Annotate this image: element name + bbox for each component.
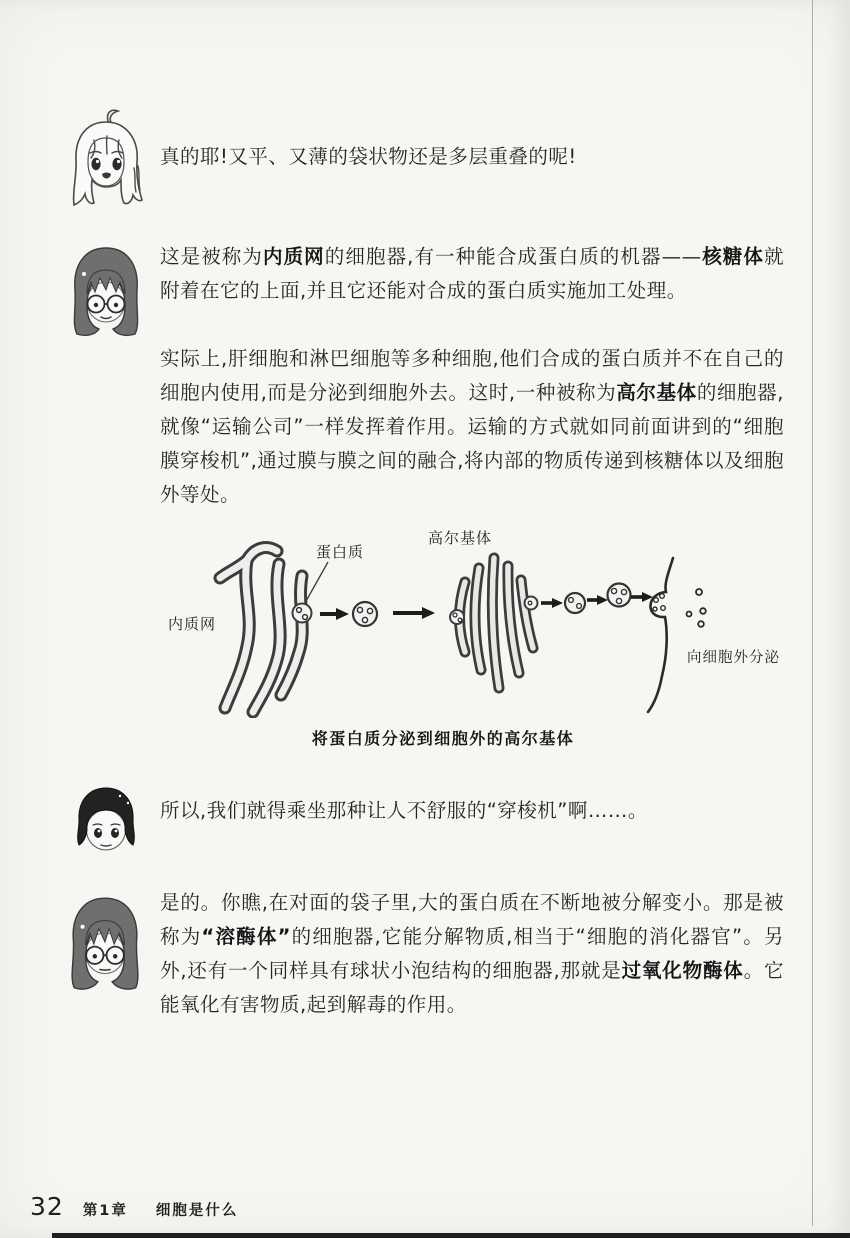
term-peroxisome: 过氧化物酶体: [621, 959, 744, 982]
narration-paragraph: [160, 342, 784, 512]
chapter-label: 第1章: [82, 1203, 128, 1219]
term-endoplasmic-reticulum: 内质网: [262, 245, 325, 268]
dialogue-1-text: [160, 140, 784, 174]
woman-glasses-avatar-icon-2: [58, 888, 152, 1000]
girl-avatar-icon: [60, 106, 152, 218]
dialogue-3-line: 所以,我们就得乘坐那种让人不舒服的“穿梭机”啊……。: [160, 799, 648, 822]
page-number: 32: [30, 1192, 64, 1221]
er-label: 内质网: [168, 615, 217, 633]
secretion-label: 向细胞外分泌: [687, 650, 780, 666]
book-chapter-title: 细胞是什么: [155, 1203, 239, 1219]
dialogue-3-text: [160, 794, 790, 828]
scan-bottom-bar: [52, 1233, 850, 1238]
diagram-drawing: [150, 518, 822, 718]
protein-label: 蛋白质: [316, 543, 365, 561]
dialogue-1-line: 真的耶!又平、又薄的袋状物还是多层重叠的呢!: [160, 145, 577, 168]
dialogue-2-seg1: 这是被称为: [160, 245, 263, 268]
dialogue-2-seg2: 的细胞器,有一种能合成蛋白质的机器——: [324, 245, 702, 268]
woman-glasses-avatar-icon: [60, 238, 152, 342]
diagram-caption: 将蛋白质分泌到细胞外的高尔基体: [311, 729, 575, 748]
dialogue-4-seg3: 。它能氧化有害物质,起到解毒的作用。: [160, 959, 784, 1016]
dialogue-4-seg2: 的细胞器,它能分解物质,相当于“细胞的消化器官”。另外,还有一个同样具有球状小泡结构的细胞器,那就是: [160, 925, 784, 982]
dialogue-4-text: [160, 886, 784, 1022]
scan-edge-line: [812, 0, 813, 1226]
term-lysosome: “溶酶体”: [201, 925, 291, 948]
boy-avatar-icon: [62, 776, 150, 874]
page-footer: [30, 1192, 238, 1221]
narration-seg2: 的细胞器,就像“运输公司”一样发挥着作用。运输的方式就如同前面讲到的“细胞膜穿梭机”,通过膜与膜之间的融合,将内部的物质传递到核糖体以及细胞外等处。: [160, 381, 784, 506]
term-ribosome: 核糖体: [701, 245, 764, 268]
narration-seg1: 实际上,肝细胞和淋巴细胞等多种细胞,他们合成的蛋白质并不在自己的细胞内使用,而是分泌到细胞外去。这时,一种被称为: [160, 347, 784, 404]
golgi-label: 高尔基体: [428, 529, 493, 547]
dialogue-2-seg3: 就附着在它的上面,并且它还能对合成的蛋白质实施加工处理。: [160, 245, 784, 302]
golgi-secretion-diagram: [150, 518, 822, 718]
dialogue-4-seg1: 是的。你瞧,在对面的袋子里,大的蛋白质在不断地被分解变小。那是被称为: [160, 891, 784, 948]
dialogue-2-text: [160, 240, 784, 308]
term-golgi-apparatus: 高尔基体: [616, 381, 697, 404]
